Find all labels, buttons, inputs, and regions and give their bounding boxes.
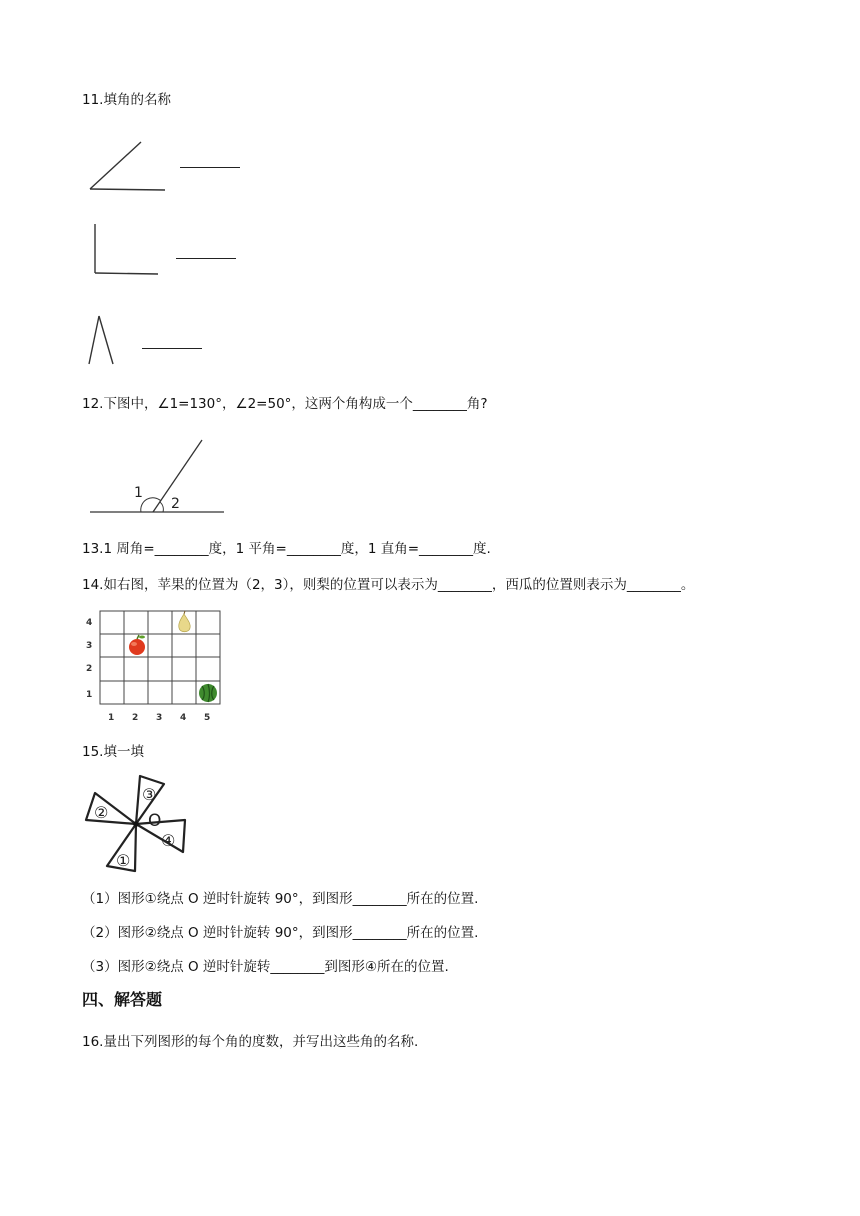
q15-sub2: （2）图形②绕点 O 逆时针旋转 90°，到图形________所在的位置. <box>82 925 479 941</box>
q14-text: 14.如右图，苹果的位置为（2，3），则梨的位置可以表示为________，西瓜的位置则表示为________。 <box>82 577 695 593</box>
x-label-3: 3 <box>156 713 163 723</box>
label-o: O <box>148 811 162 831</box>
label-circle-2: ② <box>94 803 109 822</box>
q11-title: 11.填角的名称 <box>82 92 171 108</box>
x-label-1: 1 <box>108 713 115 723</box>
angle-2-label: 2 <box>171 496 180 512</box>
q15-title: 15.填一填 <box>82 744 144 760</box>
label-circle-4: ④ <box>161 831 176 850</box>
x-label-4: 4 <box>180 713 187 723</box>
section-heading: 四、解答题 <box>82 990 163 1009</box>
q15-sub1: （1）图形①绕点 O 逆时针旋转 90°，到图形________所在的位置. <box>82 891 479 907</box>
q16-text: 16.量出下列图形的每个角的度数，并写出这些角的名称. <box>82 1034 419 1050</box>
x-label-2: 2 <box>132 713 139 723</box>
angle-1-label: 1 <box>134 485 143 501</box>
y-label-3: 3 <box>86 641 93 651</box>
q12-text: 12.下图中，∠1=130°，∠2=50°，这两个角构成一个________角? <box>82 396 488 412</box>
q13-text: 13.1 周角=________度，1 平角=________度，1 直角=________度. <box>82 541 491 557</box>
q15-sub3: （3）图形②绕点 O 逆时针旋转________到图形④所在的位置. <box>82 959 449 975</box>
y-label-4: 4 <box>86 618 93 628</box>
x-label-5: 5 <box>204 713 211 723</box>
label-circle-1: ① <box>116 851 131 870</box>
y-label-1: 1 <box>86 690 93 700</box>
label-circle-3: ③ <box>142 785 157 804</box>
y-label-2: 2 <box>86 664 93 674</box>
